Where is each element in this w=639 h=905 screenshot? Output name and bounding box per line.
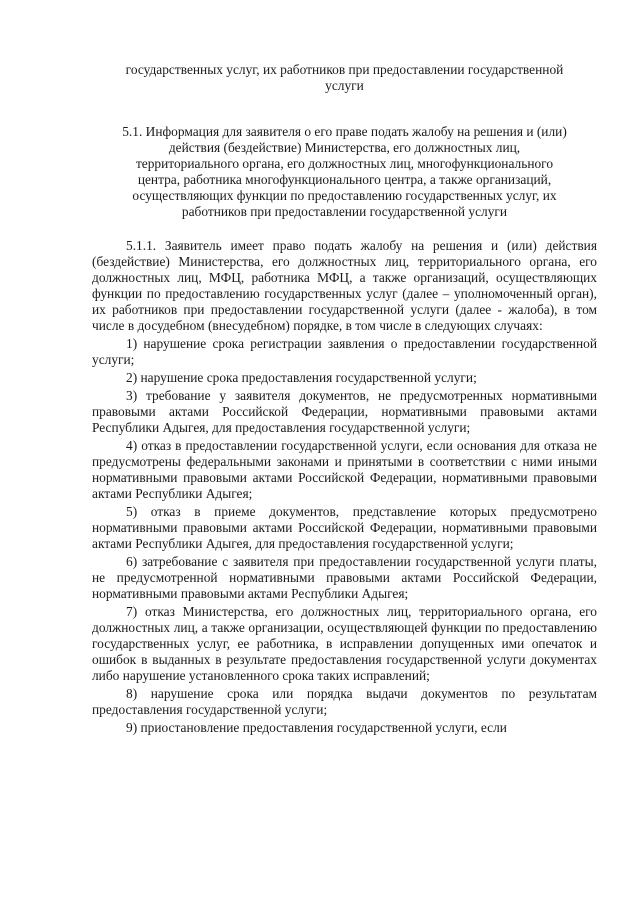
section-heading	[92, 124, 597, 220]
heading-line: работников при предоставлении государственной услуги	[181, 204, 508, 219]
document-body	[92, 238, 597, 736]
list-item-2: 2) нарушение срока предоставления государственной услуги;	[126, 370, 477, 385]
continued-heading	[92, 62, 597, 94]
heading-line: услуги	[325, 78, 364, 93]
list-item-6: 6) затребование с заявителя при предоставлении государственной услуги платы, не предусмотренной нормативными правовыми актами Российской Федерации, нормативными правовыми актами Республики Адыгея;	[92, 554, 597, 601]
list-item-9: 9) приостановление предоставления государственной услуги, если	[126, 720, 507, 735]
list-item-7: 7) отказ Министерства, его должностных лиц, территориального органа, его должностных лиц, а также организации, осуществляющей функции по предоставлению государственных услуг, ее работника, в исправлении допущенных ими опечаток и ошибок в выданных в результате предоставления государственной услуги документах либо нарушение установленного срока таких исправлений;	[92, 604, 597, 683]
heading-line: государственных услуг, их работников при предоставлении государственной	[125, 62, 564, 77]
heading-line: действия (бездействие) Министерства, его должностных лиц,	[168, 140, 521, 155]
paragraph-5-1-1: 5.1.1. Заявитель имеет право подать жалобу на решения и (или) действия (бездействие) Министерства, его должностных лиц, территориального органа, его должностных лиц, МФЦ, работника МФЦ, а также организаций, осуществляющих функции по предоставлению государственных услуг (далее – уполномоченный орган), их работников при предоставлении государственной услуги (далее - жалоба), в том числе в досудебном (внесудебном) порядке, в том числе в следующих случаях:	[92, 238, 597, 333]
heading-line: 5.1. Информация для заявителя о его праве подать жалобу на решения и (или)	[122, 124, 567, 139]
heading-line: центра, работника многофункционального центра, а также организаций,	[137, 172, 552, 187]
list-item-4: 4) отказ в предоставлении государственной услуги, если основания для отказа не предусмотрены федеральными законами и принятыми в соответствии с ними иными нормативными правовыми актами Российской Федерации, нормативными правовыми актами Республики Адыгея;	[92, 438, 597, 501]
heading-line: осуществляющих функции по предоставлению государственных услуг, их	[132, 188, 557, 203]
list-item-3: 3) требование у заявителя документов, не предусмотренных нормативными правовыми актами Российской Федерации, нормативными правовыми актами Республики Адыгея, для предоставления государственной услуги;	[92, 388, 597, 435]
heading-line: территориального органа, его должностных лиц, многофункционального	[135, 156, 554, 171]
list-item-8: 8) нарушение срока или порядка выдачи документов по результатам предоставления государственной услуги;	[92, 686, 597, 717]
list-item-5: 5) отказ в приеме документов, представление которых предусмотрено нормативными правовыми актами Российской Федерации, нормативными правовыми актами Республики Адыгея, для предоставления государственной услуги;	[92, 504, 597, 551]
list-item-1: 1) нарушение срока регистрации заявления о предоставлении государственной услуги;	[92, 336, 597, 367]
